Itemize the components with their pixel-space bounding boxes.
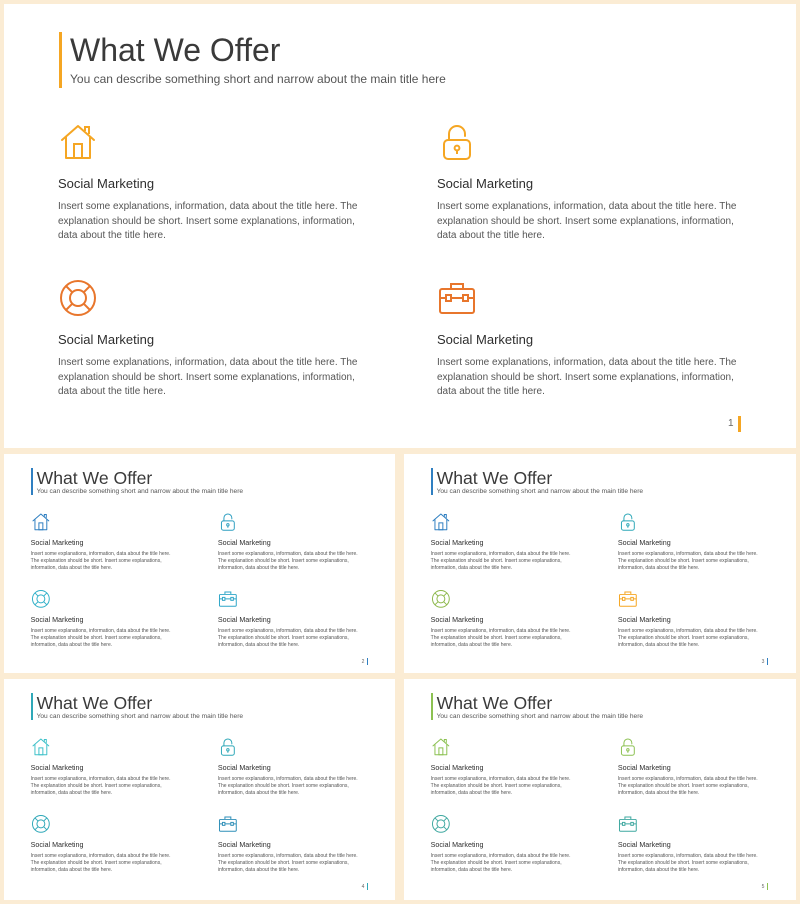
briefcase-icon xyxy=(618,589,638,609)
offer-item xyxy=(218,512,376,581)
slide-5[interactable] xyxy=(404,679,796,900)
offer-item-description: Insert some explanations, information, data about the title here. The explanation should be short. Insert some explanations, information, data about the title here. xyxy=(217,852,358,874)
offer-item-description: Insert some explanations, information, data about the title here. The explanation should be short. Insert some explanations, information, data about the title here. xyxy=(30,550,171,572)
page-number: 2 xyxy=(361,658,365,665)
slide-title: What We Offer xyxy=(436,692,553,713)
offer-item xyxy=(618,512,776,581)
title-accent-bar xyxy=(431,693,433,721)
offer-item-description: Insert some explanations, information, data about the title here. The explanation should be short. Insert some explanations, information, data about the title here. xyxy=(217,550,358,572)
briefcase-icon xyxy=(437,278,477,318)
offer-item xyxy=(431,737,589,806)
offer-item-title: Social Marketing xyxy=(217,841,271,850)
page-number: 4 xyxy=(361,883,365,890)
offer-item-title: Social Marketing xyxy=(617,763,671,772)
offer-item xyxy=(31,814,189,883)
offer-item-title: Social Marketing xyxy=(217,538,271,547)
offer-item-title: Social Marketing xyxy=(217,616,271,625)
slide-2[interactable] xyxy=(4,454,395,673)
offer-item-description: Insert some explanations, information, data about the title here. The explanation should be short. Insert some explanations, information, data about the title here. xyxy=(217,627,358,649)
slide-subtitle: You can describe something short and narrow about the main title here xyxy=(70,72,446,86)
title-accent-bar xyxy=(31,468,33,496)
offer-item-description: Insert some explanations, information, data about the title here. The explanation should be short. Insert some explanations, information, data about the title here. xyxy=(58,357,358,397)
lifebuoy-icon xyxy=(31,814,51,834)
lock-icon xyxy=(618,737,638,757)
slide-3[interactable] xyxy=(404,454,796,673)
offer-item-title: Social Marketing xyxy=(430,841,484,850)
lock-icon xyxy=(437,122,477,162)
lock-icon xyxy=(218,737,238,757)
title-accent-bar xyxy=(431,468,433,496)
offer-item xyxy=(31,737,189,806)
offer-item-title: Social Marketing xyxy=(617,538,671,547)
page-number-accent xyxy=(767,883,769,891)
lifebuoy-icon xyxy=(58,278,98,318)
offer-item-title: Social Marketing xyxy=(58,176,155,191)
offer-item xyxy=(437,278,747,418)
house-icon xyxy=(31,737,51,757)
lifebuoy-icon xyxy=(431,589,451,609)
slide-subtitle: You can describe something short and narrow about the main title here xyxy=(436,712,644,720)
offer-item xyxy=(218,737,376,806)
offer-item-description: Insert some explanations, information, data about the title here. The explanation should be short. Insert some explanations, information, data about the title here. xyxy=(217,775,358,797)
page-number: 1 xyxy=(728,418,734,429)
offer-item-title: Social Marketing xyxy=(30,538,84,547)
offer-item-description: Insert some explanations, information, data about the title here. The explanation should be short. Insert some explanations, information, data about the title here. xyxy=(617,775,758,797)
offer-item xyxy=(431,814,589,883)
offer-item-title: Social Marketing xyxy=(437,332,534,347)
offer-item-description: Insert some explanations, information, data about the title here. The explanation should be short. Insert some explanations, information, data about the title here. xyxy=(430,550,571,572)
offer-item-title: Social Marketing xyxy=(437,176,534,191)
offer-item-description: Insert some explanations, information, data about the title here. The explanation should be short. Insert some explanations, information, data about the title here. xyxy=(617,627,758,649)
offer-item xyxy=(437,122,747,262)
slide-title: What We Offer xyxy=(36,692,153,713)
offer-item-title: Social Marketing xyxy=(430,538,484,547)
offer-item xyxy=(618,737,776,806)
offer-item-title: Social Marketing xyxy=(30,763,84,772)
page-number-accent xyxy=(367,658,369,666)
page-number: 5 xyxy=(761,883,765,890)
offer-item-description: Insert some explanations, information, data about the title here. The explanation should be short. Insert some explanations, information, data about the title here. xyxy=(30,775,171,797)
page-number-accent xyxy=(767,658,769,666)
offer-item xyxy=(431,589,589,658)
offer-item xyxy=(218,589,376,658)
page-number: 3 xyxy=(761,658,765,665)
offer-item-description: Insert some explanations, information, data about the title here. The explanation should be short. Insert some explanations, information, data about the title here. xyxy=(30,852,171,874)
offer-item-description: Insert some explanations, information, data about the title here. The explanation should be short. Insert some explanations, information, data about the title here. xyxy=(437,201,737,241)
title-accent-bar xyxy=(59,32,62,88)
slide-title: What We Offer xyxy=(436,467,553,488)
lifebuoy-icon xyxy=(431,814,451,834)
offer-item-description: Insert some explanations, information, data about the title here. The explanation should be short. Insert some explanations, information, data about the title here. xyxy=(430,775,571,797)
offer-item-description: Insert some explanations, information, data about the title here. The explanation should be short. Insert some explanations, information, data about the title here. xyxy=(617,852,758,874)
lock-icon xyxy=(218,512,238,532)
slide-4[interactable] xyxy=(4,679,395,900)
offer-item-title: Social Marketing xyxy=(617,616,671,625)
offer-item-description: Insert some explanations, information, data about the title here. The explanation should be short. Insert some explanations, information, data about the title here. xyxy=(617,550,758,572)
briefcase-icon xyxy=(218,814,238,834)
offer-item xyxy=(31,512,189,581)
offer-item-description: Insert some explanations, information, data about the title here. The explanation should be short. Insert some explanations, information, data about the title here. xyxy=(58,201,358,241)
offer-item-description: Insert some explanations, information, data about the title here. The explanation should be short. Insert some explanations, information, data about the title here. xyxy=(30,627,171,649)
offer-item-title: Social Marketing xyxy=(217,763,271,772)
house-icon xyxy=(431,737,451,757)
offer-item xyxy=(618,589,776,658)
briefcase-icon xyxy=(618,814,638,834)
lifebuoy-icon xyxy=(31,589,51,609)
offer-item-title: Social Marketing xyxy=(430,616,484,625)
offer-item xyxy=(218,814,376,883)
offer-item xyxy=(58,122,368,262)
slide-title: What We Offer xyxy=(36,467,153,488)
offer-item-title: Social Marketing xyxy=(430,763,484,772)
slide-subtitle: You can describe something short and narrow about the main title here xyxy=(36,487,244,495)
slide-title: What We Offer xyxy=(70,32,281,68)
page-number-accent xyxy=(367,883,369,891)
house-icon xyxy=(58,122,98,162)
offer-item-title: Social Marketing xyxy=(30,616,84,625)
slide-1[interactable] xyxy=(4,4,796,448)
offer-item-description: Insert some explanations, information, data about the title here. The explanation should be short. Insert some explanations, information, data about the title here. xyxy=(430,627,571,649)
slide-subtitle: You can describe something short and narrow about the main title here xyxy=(36,712,244,720)
title-accent-bar xyxy=(31,693,33,721)
offer-item xyxy=(58,278,368,418)
house-icon xyxy=(31,512,51,532)
slide-subtitle: You can describe something short and narrow about the main title here xyxy=(436,487,644,495)
house-icon xyxy=(431,512,451,532)
offer-item xyxy=(618,814,776,883)
page-number-accent xyxy=(738,416,741,432)
offer-item-title: Social Marketing xyxy=(30,841,84,850)
offer-item-description: Insert some explanations, information, data about the title here. The explanation should be short. Insert some explanations, information, data about the title here. xyxy=(437,357,737,397)
offer-item-description: Insert some explanations, information, data about the title here. The explanation should be short. Insert some explanations, information, data about the title here. xyxy=(430,852,571,874)
offer-item xyxy=(31,589,189,658)
offer-item-title: Social Marketing xyxy=(617,841,671,850)
offer-item-title: Social Marketing xyxy=(58,332,155,347)
lock-icon xyxy=(618,512,638,532)
offer-item xyxy=(431,512,589,581)
briefcase-icon xyxy=(218,589,238,609)
